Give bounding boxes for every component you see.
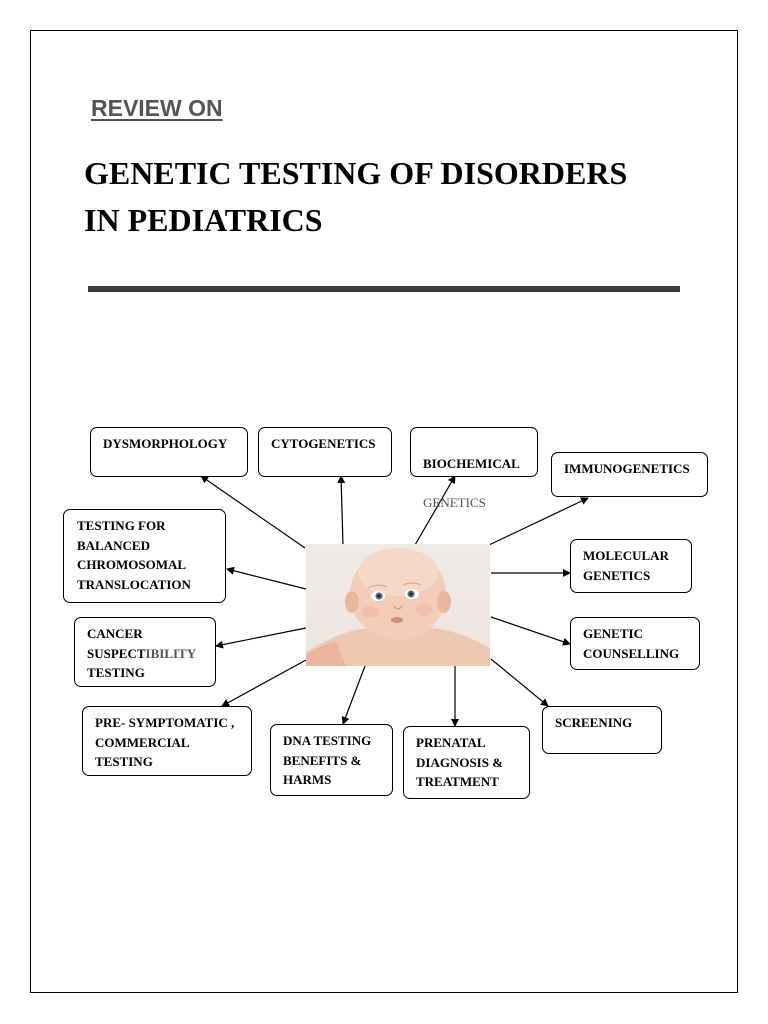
node-dysmorphology: DYSMORPHOLOGY: [90, 427, 248, 477]
arrow-cytogenetics: [341, 476, 343, 545]
baby-photo: [306, 544, 490, 666]
title-line-2: IN PEDIATRICS: [84, 202, 323, 238]
node-biochemical-line: BIOCHEMICAL: [423, 455, 520, 471]
title-line-1: GENETIC TESTING OF DISORDERS: [84, 155, 628, 191]
node-cancer-suffix: TESTING: [87, 665, 145, 680]
review-label: REVIEW ON: [91, 95, 223, 121]
arrow-screening: [491, 659, 548, 706]
node-biochemical-genetics-line: GENETICS: [423, 494, 486, 510]
arrow-cancer: [216, 628, 306, 646]
node-molecular-genetics: MOLECULAR GENETICS: [570, 539, 692, 593]
node-immunogenetics: IMMUNOGENETICS: [551, 452, 708, 497]
node-biochemical-genetics: [410, 427, 538, 510]
node-genetic-counselling: GENETIC COUNSELLING: [570, 617, 700, 670]
node-dna-testing: DNA TESTING BENEFITS & HARMS: [270, 724, 393, 796]
node-cancer-susceptibility: [74, 617, 216, 687]
arrow-counselling: [491, 617, 570, 644]
node-cancer-mid: IBILITY: [145, 645, 197, 661]
node-screening: SCREENING: [542, 706, 662, 754]
arrow-presymptomatic: [222, 660, 306, 706]
node-pre-symptomatic: PRE- SYMPTOMATIC , COMMERCIAL TESTING: [82, 706, 252, 776]
arrow-translocation: [227, 569, 306, 589]
node-cytogenetics: CYTOGENETICS: [258, 427, 392, 477]
node-cancer-prefix: CANCER SUSPECT: [87, 626, 146, 661]
baby-illustration: [306, 544, 490, 666]
node-prenatal: PRENATAL DIAGNOSIS & TREATMENT: [403, 726, 530, 799]
arrow-dna: [343, 666, 365, 724]
node-balanced-translocation: TESTING FOR BALANCED CHROMOSOMAL TRANSLOCATION: [63, 509, 226, 603]
